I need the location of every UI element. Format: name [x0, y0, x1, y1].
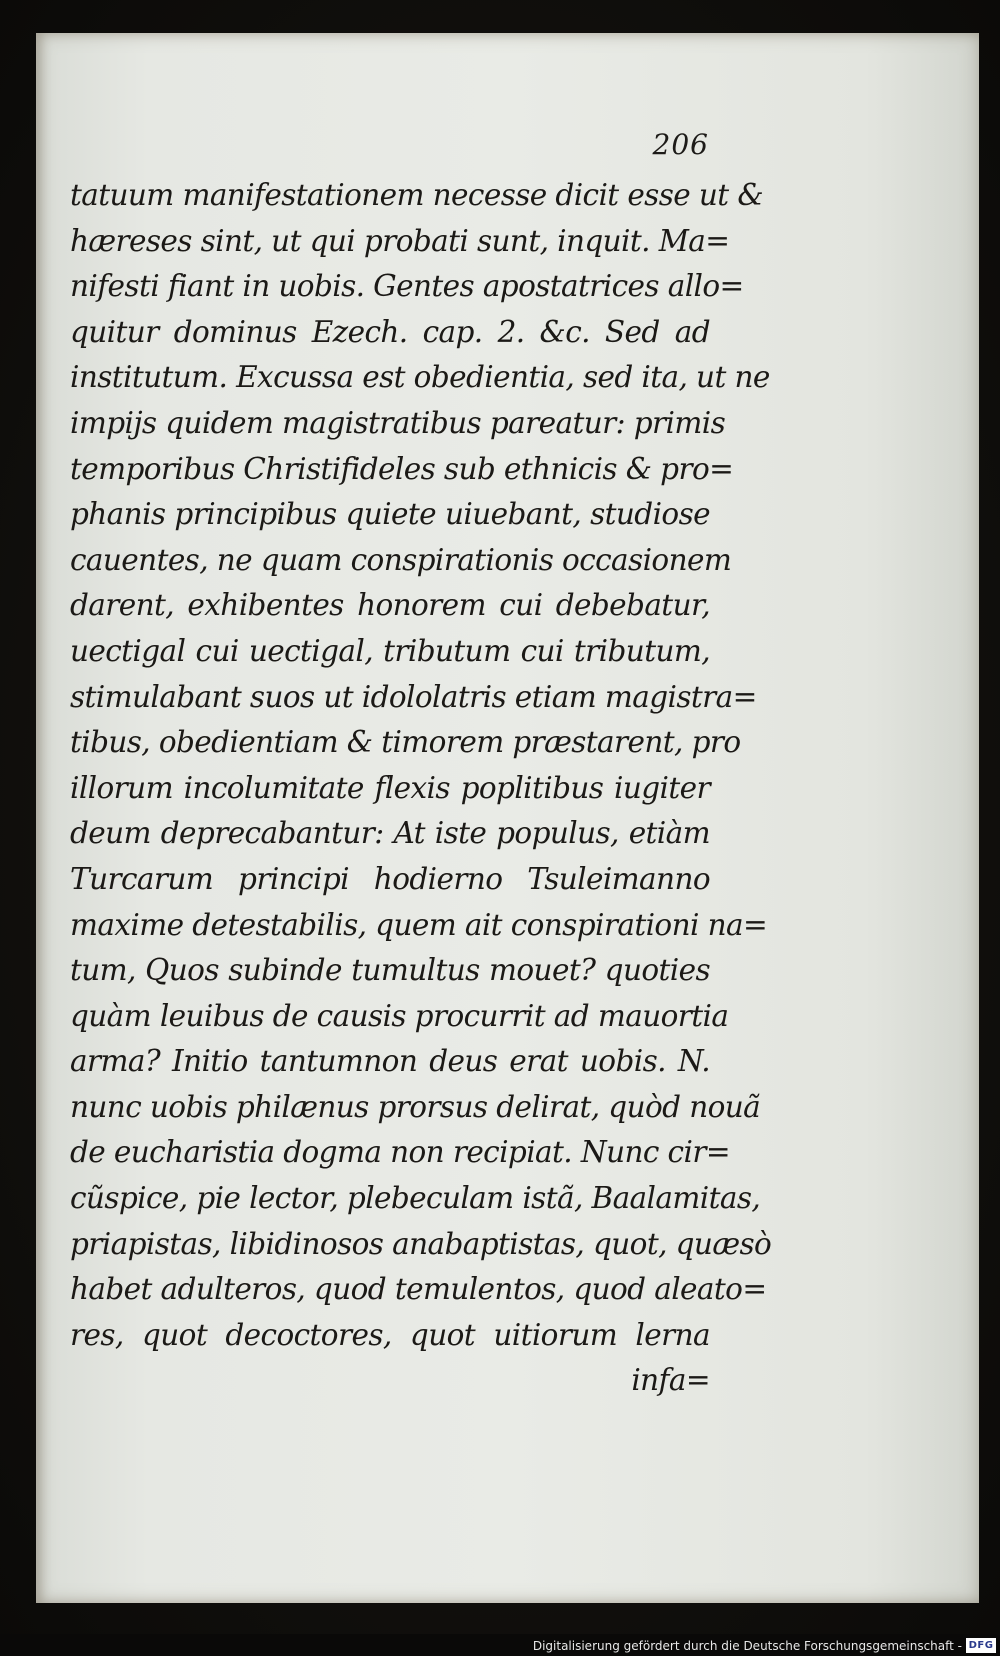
funding-credit: Digitalisierung gefördert durch die Deutsche Forschungsgemeinschaft -: [532, 1639, 962, 1653]
text-line: hæreses sint, ut qui probati sunt, inquit. Ma=: [70, 223, 730, 258]
text-line: res, quot decoctores, quot uitiorum lerna: [70, 1317, 710, 1352]
text-line: priapistas, libidinosos anabaptistas, quot, quæsò: [70, 1226, 772, 1261]
footer-strip: [0, 1634, 1000, 1656]
book-page: [36, 33, 979, 1603]
text-line: darent, exhibentes honorem cui debebatur,: [70, 588, 710, 623]
text-line: phanis principibus quiete uiuebant, studiose: [70, 497, 710, 532]
text-line: maxime detestabilis, quem ait conspirationi na=: [70, 907, 768, 942]
text-line: de eucharistia dogma non recipiat. Nunc cir=: [70, 1135, 730, 1170]
text-line: impijs quidem magistratibus pareatur: primis: [70, 405, 726, 440]
text-line: illorum incolumitate flexis poplitibus iugiter: [70, 770, 710, 805]
text-line: temporibus Christifideles sub ethnicis & pro=: [70, 451, 734, 486]
text-line: quitur dominus Ezech. cap. 2. &c. Sed ad: [70, 314, 710, 349]
catchword: infa=: [631, 1363, 710, 1398]
text-line: stimulabant suos ut idololatris etiam magistra=: [70, 679, 757, 714]
text-line: tatuum manifestationem necesse dicit esse ut &: [70, 178, 763, 212]
text-line: habet adulteros, quod temulentos, quod aleato=: [70, 1272, 767, 1307]
text-line: uectigal cui uectigal, tributum cui tributum,: [70, 633, 710, 668]
text-line: nifesti fiant in uobis. Gentes apostatrices allo=: [70, 269, 744, 304]
page-number: 206: [652, 128, 709, 161]
text-line: Turcarum principi hodierno Tsuleimanno: [70, 861, 710, 896]
text-block: [70, 173, 772, 1404]
text-line: institutum. Excussa est obedientia, sed ita, ut ne: [70, 360, 770, 395]
text-line: arma? Initio tantumnon deus erat uobis. N.: [70, 1044, 710, 1079]
dfg-logo-icon: DFG: [966, 1638, 996, 1653]
text-line: quàm leuibus de causis procurrit ad mauortia: [70, 998, 729, 1033]
text-line: tibus, obedientiam & timorem præstarent, pro: [70, 725, 741, 760]
text-line: deum deprecabantur: At iste populus, etiàm: [70, 816, 710, 851]
text-line: cauentes, ne quam conspirationis occasionem: [70, 542, 732, 577]
text-line: nunc uobis philænus prorsus delirat, quòd nouã: [70, 1089, 761, 1124]
text-line: tum, Quos subinde tumultus mouet? quoties: [70, 953, 710, 988]
text-line: cũspice, pie lector, plebeculam istã, Baalamitas,: [70, 1181, 761, 1216]
